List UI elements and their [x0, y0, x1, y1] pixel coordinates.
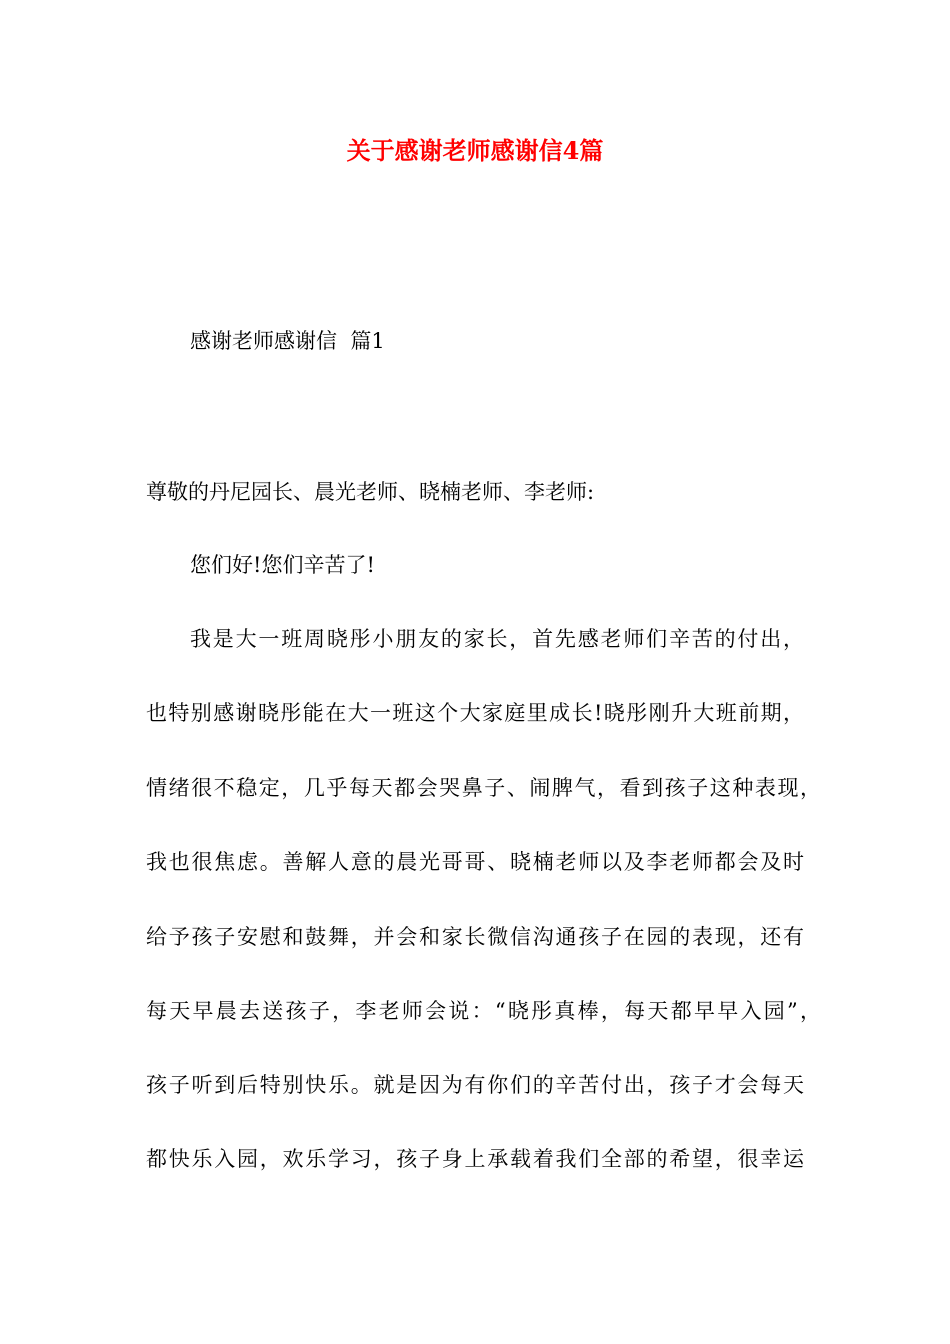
section-heading: 感谢老师感谢信 篇1 — [190, 329, 385, 353]
body-line-2: 也特别感谢晓彤能在大一班这个大家庭里成长!晓彤刚升大班前期， — [146, 701, 804, 725]
body-line-4: 我也很焦虑。善解人意的晨光哥哥、晓楠老师以及李老师都会及时 — [146, 850, 804, 874]
body-line-1: 我是大一班周晓彤小朋友的家长，首先感老师们辛苦的付出， — [190, 627, 804, 651]
body-line-5: 给予孩子安慰和鼓舞，并会和家长微信沟通孩子在园的表现，还有 — [146, 925, 804, 949]
body-line-6: 每天早晨去送孩子，李老师会说：“晓彤真棒，每天都早早入园”， — [146, 999, 821, 1023]
salutation: 尊敬的丹尼园长、晨光老师、晓楠老师、李老师: — [146, 480, 595, 504]
body-line-8: 都快乐入园，欢乐学习，孩子身上承载着我们全部的希望，很幸运 — [146, 1147, 804, 1171]
greeting: 您们好!您们辛苦了! — [190, 553, 375, 577]
body-line-3: 情绪很不稳定，几乎每天都会哭鼻子、闹脾气，看到孩子这种表现， — [146, 776, 821, 800]
document-title: 关于感谢老师感谢信4篇 — [346, 136, 604, 165]
body-line-7: 孩子听到后特别快乐。就是因为有你们的辛苦付出，孩子才会每天 — [146, 1073, 804, 1097]
